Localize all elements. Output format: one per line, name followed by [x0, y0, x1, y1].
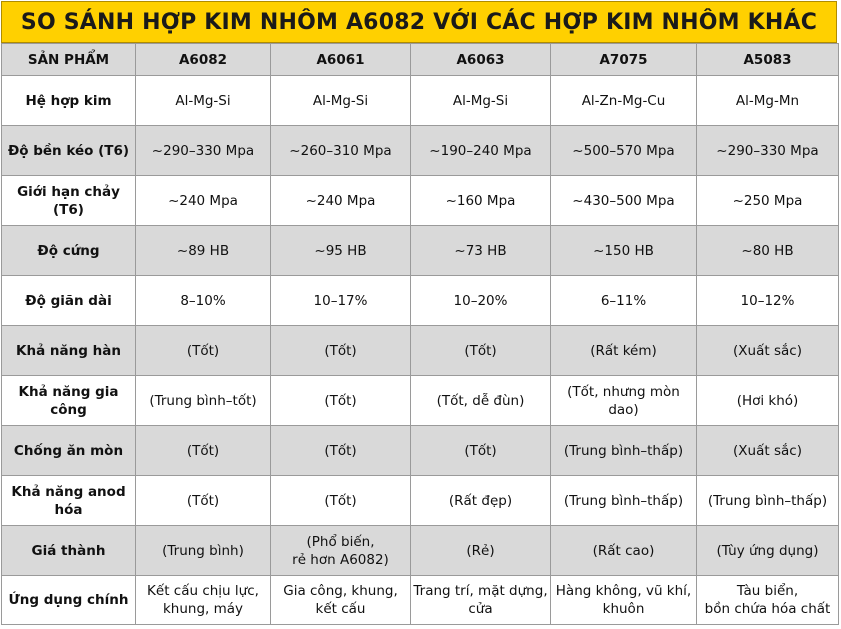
cell-line: (Trung bình–thấp) [563, 442, 684, 459]
table-cell [271, 576, 411, 625]
table-header-row [2, 44, 839, 76]
table-row [2, 526, 839, 576]
cell-line: khung, máy [162, 601, 244, 617]
header-cell: A6082 [136, 44, 271, 76]
table-row [2, 176, 839, 226]
table-cell [697, 426, 839, 476]
table-cell [411, 176, 551, 226]
table-cell [271, 126, 411, 176]
cell-line: kết cấu [315, 601, 366, 617]
table-cell [697, 376, 839, 426]
cell-line: (Tốt, dễ đùn) [436, 392, 525, 409]
table-cell [271, 426, 411, 476]
cell-line: ~500–570 Mpa [572, 142, 675, 159]
cell-line: Al-Mg-Si [452, 92, 509, 109]
table-cell [271, 526, 411, 576]
table-row [2, 576, 839, 625]
row-label: Độ bền kéo (T6) [2, 126, 136, 176]
table-cell [411, 276, 551, 326]
table-cell [411, 326, 551, 376]
table-cell [136, 476, 271, 526]
row-label: Độ cứng [2, 226, 136, 276]
table-cell [551, 376, 697, 426]
table-cell [136, 376, 271, 426]
table-cell [136, 226, 271, 276]
table-row [2, 476, 839, 526]
cell-line: (Tốt) [464, 342, 497, 359]
table-cell [697, 526, 839, 576]
row-label: Ứng dụng chính [2, 576, 136, 625]
cell-line: Al-Mg-Si [312, 92, 369, 109]
table-cell [136, 276, 271, 326]
header-cell: A7075 [551, 44, 697, 76]
cell-line: (Rẻ) [466, 542, 495, 559]
cell-line: (Tốt) [186, 492, 220, 509]
table-row [2, 326, 839, 376]
table-cell [136, 76, 271, 126]
header-cell: A6063 [411, 44, 551, 76]
cell-line: (Tùy ứng dụng) [716, 542, 819, 559]
table-cell [411, 76, 551, 126]
cell-line: 10–12% [740, 292, 795, 309]
row-label: Khả năng anod hóa [2, 476, 136, 526]
table-cell [697, 276, 839, 326]
cell-line: 8–10% [180, 292, 226, 309]
cell-line: ~290–330 Mpa [151, 142, 255, 159]
table-cell [551, 576, 697, 625]
cell-line: (Phổ biến, [306, 533, 375, 550]
cell-line: (Rất cao) [592, 542, 655, 559]
table-cell [551, 326, 697, 376]
cell-line: Gia công, khung, [283, 583, 398, 599]
cell-line: ~260–310 Mpa [289, 142, 392, 159]
cell-line: 10–17% [313, 292, 368, 309]
cell-line: (Tốt) [324, 442, 357, 459]
row-label: Độ giãn dài [2, 276, 136, 326]
table-row [2, 76, 839, 126]
table-cell [271, 376, 411, 426]
table-cell [411, 476, 551, 526]
cell-line: (Trung bình–thấp) [563, 492, 684, 509]
table-cell [697, 76, 839, 126]
table-cell [551, 176, 697, 226]
cell-line: (Rất đẹp) [448, 492, 513, 509]
table-cell [551, 426, 697, 476]
cell-line: ~89 HB [176, 242, 230, 259]
cell-line: rẻ hơn A6082) [292, 551, 389, 568]
table-row [2, 276, 839, 326]
table-cell [136, 326, 271, 376]
cell-line: khuôn [602, 601, 645, 617]
cell-line: (Tốt) [186, 442, 220, 459]
comparison-table [1, 43, 839, 625]
cell-line: Trang trí, mặt dựng, [413, 583, 548, 599]
table-cell [551, 476, 697, 526]
table-cell [271, 276, 411, 326]
table-cell [411, 526, 551, 576]
table-row [2, 126, 839, 176]
cell-line: (Tốt) [186, 342, 220, 359]
row-label: Chống ăn mòn [2, 426, 136, 476]
table-cell [411, 426, 551, 476]
cell-line: ~240 Mpa [168, 192, 238, 209]
cell-line: ~430–500 Mpa [572, 192, 675, 209]
page-title: SO SÁNH HỢP KIM NHÔM A6082 VỚI CÁC HỢP KIM NHÔM KHÁC [1, 1, 837, 43]
cell-line: ~73 HB [454, 242, 507, 259]
cell-line: (Trung bình–tốt) [149, 392, 257, 409]
cell-line: ~240 Mpa [305, 192, 376, 209]
cell-line: ~290–330 Mpa [716, 142, 819, 159]
cell-line: ~190–240 Mpa [429, 142, 532, 159]
table-row [2, 426, 839, 476]
row-label: Khả năng gia công [2, 376, 136, 426]
table-body [2, 76, 839, 625]
table-cell [697, 576, 839, 625]
header-cell: SẢN PHẨM [2, 44, 136, 76]
table-cell [271, 326, 411, 376]
table-cell [136, 576, 271, 625]
cell-line: ~150 HB [593, 242, 654, 259]
cell-line: (Tốt) [324, 392, 357, 409]
table-cell [271, 476, 411, 526]
cell-line: (Tốt) [464, 442, 497, 459]
cell-line: (Rất kém) [590, 342, 657, 359]
cell-line: ~80 HB [741, 242, 794, 259]
table-cell [271, 176, 411, 226]
table-cell [411, 576, 551, 625]
table-row [2, 226, 839, 276]
cell-line: ~95 HB [314, 242, 367, 259]
cell-line: 6–11% [600, 292, 647, 309]
table-row [2, 376, 839, 426]
table-cell [551, 76, 697, 126]
table-cell [697, 176, 839, 226]
cell-line: Al-Zn-Mg-Cu [581, 92, 666, 109]
table-cell [551, 526, 697, 576]
cell-line: (Xuất sắc) [733, 442, 802, 459]
cell-line: Al-Mg-Si [175, 92, 231, 109]
cell-line: (Hơi khó) [736, 392, 799, 409]
table-cell [697, 326, 839, 376]
table-cell [271, 76, 411, 126]
table-cell [411, 126, 551, 176]
table-cell [551, 226, 697, 276]
cell-line: (Tốt) [324, 492, 357, 509]
table-cell [697, 476, 839, 526]
row-label: Giới hạn chảy (T6) [2, 176, 136, 226]
cell-line: Tàu biển, [736, 583, 799, 599]
table-cell [697, 226, 839, 276]
cell-line: (Trung bình–thấp) [707, 492, 828, 509]
header-cell: A6061 [271, 44, 411, 76]
row-label: Giá thành [2, 526, 136, 576]
cell-line: (Xuất sắc) [733, 342, 802, 359]
cell-line: (Trung bình) [162, 542, 244, 559]
cell-line: ~250 Mpa [732, 192, 803, 209]
table-cell [271, 226, 411, 276]
cell-line: bồn chứa hóa chất [704, 601, 831, 617]
table-cell [551, 276, 697, 326]
row-label: Hệ hợp kim [2, 76, 136, 126]
cell-line: (Tốt) [324, 342, 357, 359]
cell-line: (Tốt, nhưng mòn dao) [567, 383, 680, 418]
cell-line: Hàng không, vũ khí, [555, 583, 692, 599]
cell-line: Kết cấu chịu lực, [147, 583, 259, 599]
table-cell [136, 426, 271, 476]
cell-line: ~160 Mpa [445, 192, 516, 209]
table-cell [136, 126, 271, 176]
cell-line: cửa [468, 601, 493, 617]
header-cell: A5083 [697, 44, 839, 76]
table-cell [136, 176, 271, 226]
table-cell [697, 126, 839, 176]
table-cell [411, 376, 551, 426]
row-label: Khả năng hàn [2, 326, 136, 376]
table-cell [411, 226, 551, 276]
table-cell [136, 526, 271, 576]
cell-line: Al-Mg-Mn [735, 92, 800, 109]
table-cell [551, 126, 697, 176]
cell-line: 10–20% [453, 292, 508, 309]
